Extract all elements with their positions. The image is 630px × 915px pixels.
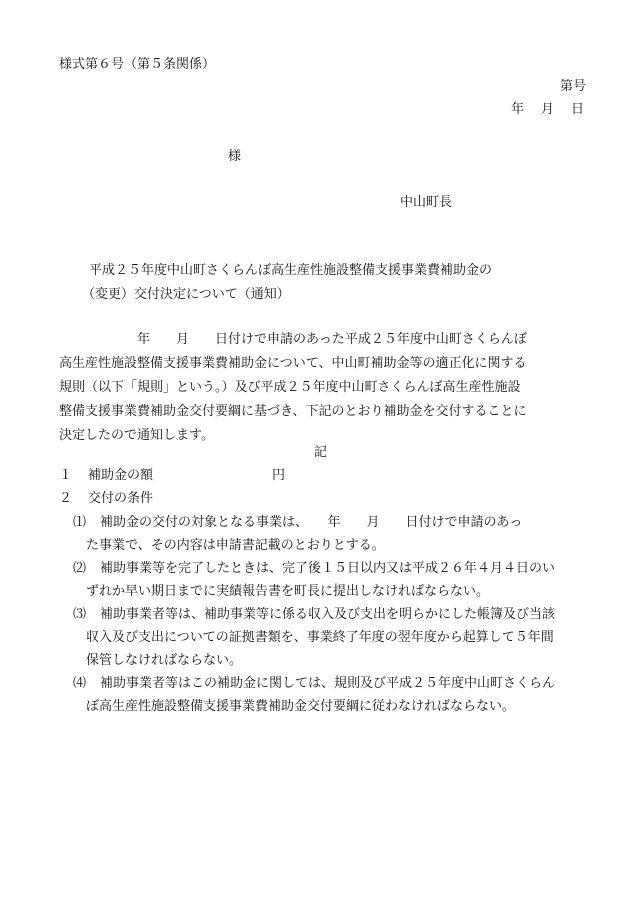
- condition-mark: ⑶: [73, 607, 87, 622]
- section2-label: 交付の条件: [88, 491, 154, 506]
- date-label: 年 月 日: [510, 102, 586, 117]
- body-line: 整備支援事業費補助金交付要綱に基づき、下記のとおり補助金を交付することに: [59, 404, 527, 419]
- condition-text: ずれか早い期日までに実績報告書を町長に提出しなければならない。: [86, 584, 490, 599]
- condition-text: 補助事業等を完了したときは、完了後１５日以内又は平成２６年４月４日のい: [100, 561, 556, 576]
- condition-mark: ⑵: [73, 561, 87, 576]
- body-paragraph: [59, 328, 589, 448]
- condition-text: た事業で、その内容は申請書記載のとおりとする。: [86, 538, 385, 553]
- condition-text: 補助事業者等はこの補助金に関しては、規則及び平成２５年度中山町さくらん: [100, 676, 556, 691]
- sender-name: 中山町長: [400, 195, 453, 210]
- condition-text: 保管しなければならない。: [86, 653, 243, 668]
- body-line: 年 月 日付けで申請のあった平成２５年度中山町さくらんぼ: [59, 332, 527, 347]
- condition-text: 補助金の交付の対象となる事業は、 年 月 日付けで申請のあっ: [100, 515, 523, 530]
- recipient-suffix: 様: [228, 149, 242, 164]
- condition-mark: ⑴: [73, 515, 87, 530]
- ki-marker: 記: [314, 445, 328, 460]
- condition-text: 収入及び支出についての証拠書類を、事業終了年度の翌年度から起算して５年間: [86, 630, 554, 645]
- body-line: 高生産性施設整備支援事業費補助金について、中山町補助金等の適正化に関する: [59, 356, 527, 371]
- document-title-line1: 平成２５年度中山町さくらんぼ高生産性施設整備支援事業費補助金の: [89, 263, 493, 278]
- condition-text: 補助事業者等は、補助事業等に係る収入及び支出を明らかにした帳簿及び当該: [100, 607, 556, 622]
- body-line: 決定したので通知します。: [59, 428, 214, 443]
- document-number-label: 第号: [559, 79, 586, 94]
- condition-mark: ⑷: [73, 676, 87, 691]
- condition-text: ぼ高生産性施設整備支援事業費補助金交付要綱に従わなければならない。: [86, 699, 516, 714]
- body-line: 規則（以下「規則」という。）及び平成２５年度中山町さくらんぼ高生産性施設: [59, 380, 521, 395]
- section1-label: 補助金の額: [88, 468, 154, 483]
- document-title-line2: （変更）交付決定について（通知）: [82, 287, 290, 302]
- form-label: 様式第６号（第５条関係）: [59, 57, 216, 72]
- section1-unit: 円: [272, 468, 286, 483]
- section1-number: １: [59, 468, 73, 483]
- section2-number: ２: [59, 491, 73, 506]
